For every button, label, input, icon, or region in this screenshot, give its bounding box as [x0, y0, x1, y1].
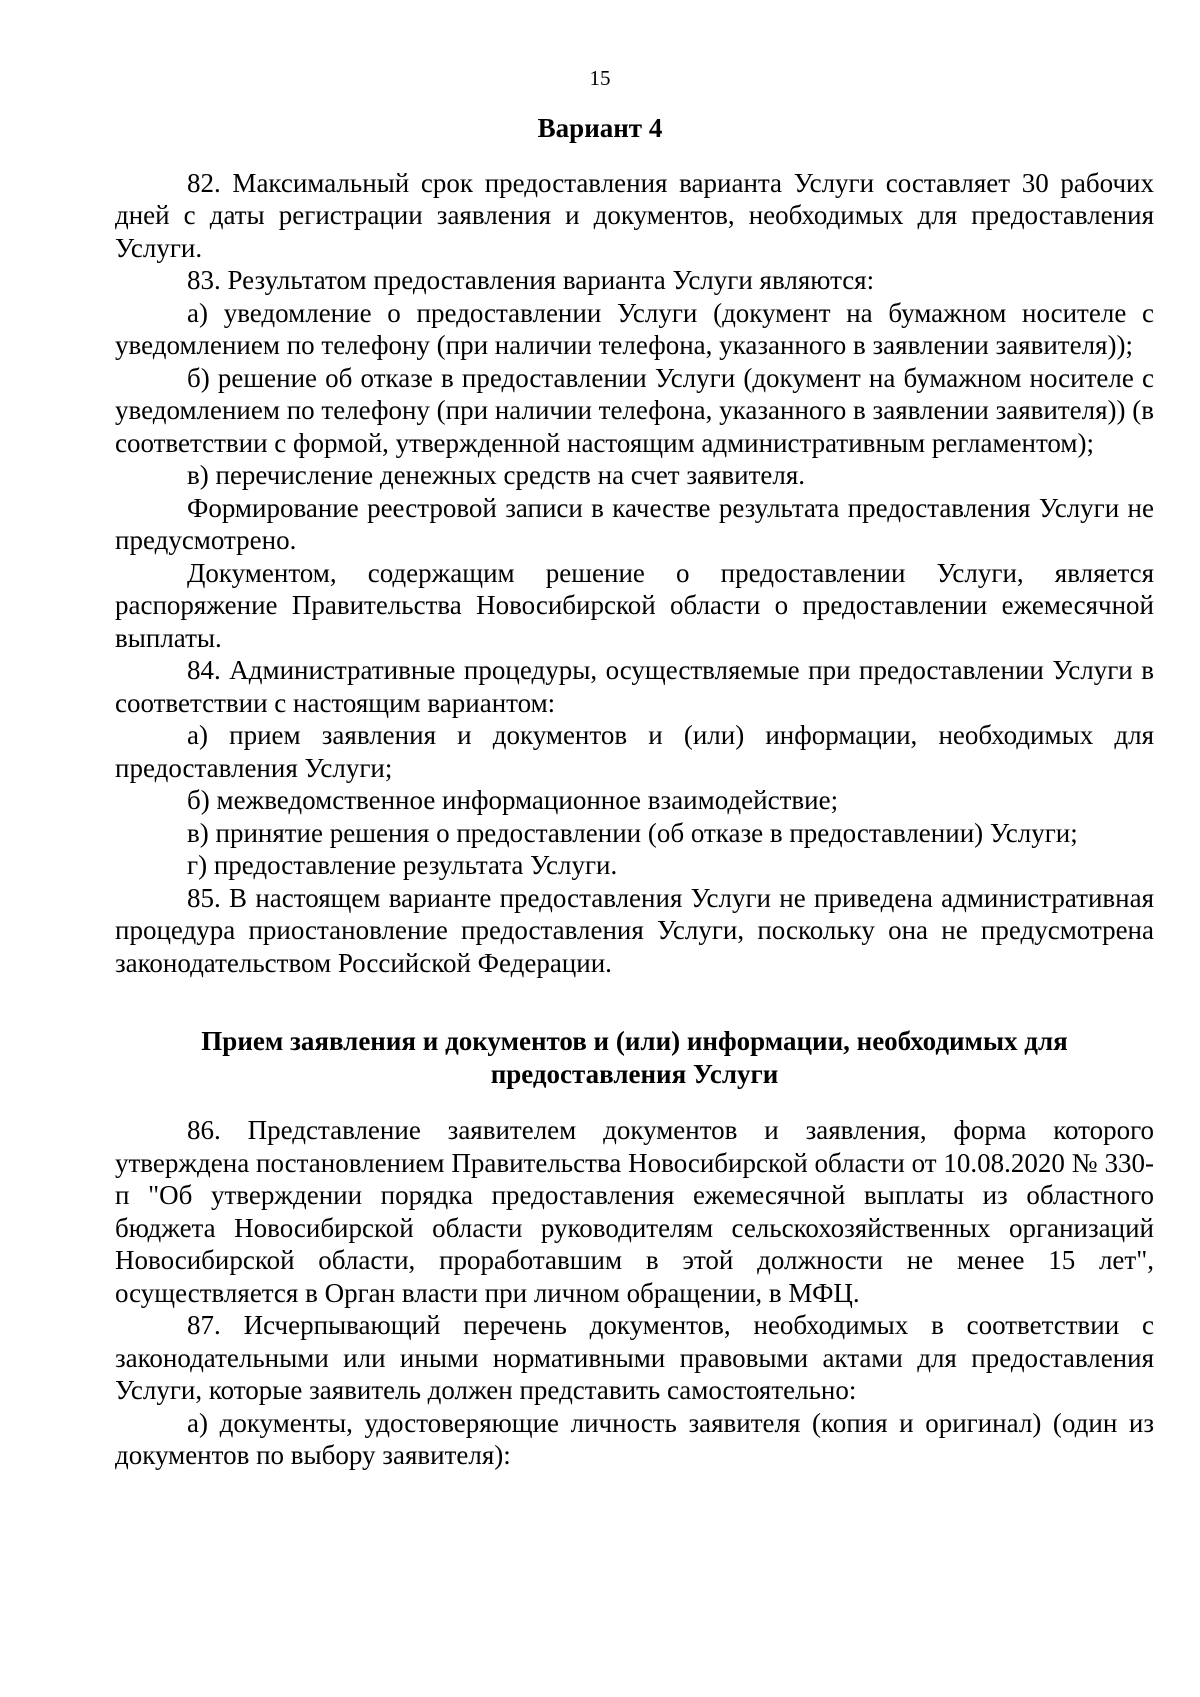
- list-item-83a: а) уведомление о предоставлении Услуги (документ на бумажном носителе с уведомлением по телефону (при наличии телефона, указанного в заявлении заявителя));: [115, 297, 1154, 360]
- list-item-84a: а) прием заявления и документов и (или) информации, необходимых для предоставления Услуги;: [115, 720, 1154, 783]
- paragraph-84: 84. Административные процедуры, осуществляемые при предоставлении Услуги в соответствии с настоящим вариантом:: [115, 655, 1154, 718]
- paragraph-decision-document: Документом, содержащим решение о предоставлении Услуги, является распоряжение Правительства Новосибирской области о предоставлении ежемесячной выплаты.: [115, 557, 1154, 653]
- paragraph-registry-record: Формирование реестровой записи в качестве результата предоставления Услуги не предусмотрено.: [115, 492, 1154, 555]
- list-item-84b: б) межведомственное информационное взаимодействие;: [187, 785, 839, 815]
- paragraph-87: 87. Исчерпывающий перечень документов, необходимых в соответствии с законодательными или иными нормативными правовыми актами для предоставления Услуги, которые заявитель должен представить самостоятельно:: [115, 1310, 1154, 1405]
- paragraph-82: 82. Максимальный срок предоставления варианта Услуги составляет 30 рабочих дней с даты регистрации заявления и документов, необходимых для предоставления Услуги.: [115, 167, 1154, 263]
- list-item-84g: г) предоставление результата Услуги.: [187, 850, 618, 880]
- list-item-83v: в) перечисление денежных средств на счет заявителя.: [187, 460, 806, 490]
- paragraph-83: 83. Результатом предоставления варианта Услуги являются:: [187, 265, 875, 295]
- page-number: 15: [589, 66, 611, 90]
- variant-title: Вариант 4: [537, 113, 663, 143]
- paragraph-85: 85. В настоящем варианте предоставления Услуги не приведена административная процедура приостановление предоставления Услуги, поскольку она не предусмотрена законодательством Российской Федерации.: [115, 882, 1154, 978]
- document-body: [115, 167, 1154, 1472]
- list-item-83b: б) решение об отказе в предоставлении Услуги (документ на бумажном носителе с уведомлением по телефону (при наличии телефона, указанного в заявлении заявителя)) (в соответствии с формой, утвержденной настоящим административным регламентом);: [115, 362, 1154, 458]
- list-item-84v: в) принятие решения о предоставлении (об отказе в предоставлении) Услуги;: [187, 817, 1078, 848]
- list-item-87a: а) документы, удостоверяющие личность заявителя (копия и оригинал) (один из документов по выбору заявителя):: [115, 1407, 1154, 1470]
- section-heading: Прием заявления и документов и (или) информации, необходимых для предоставления Услуги: [201, 1026, 1068, 1089]
- paragraph-86: 86. Представление заявителем документов и заявления, форма которого утверждена постановлением Правительства Новосибирской области от 10.08.2020 № 330-п "Об утверждении порядка предоставления ежемесячной выплаты из областного бюджета Новосибирской области руководителям сельскохозяйственных организаций Новосибирской области, проработавшим в этой должности не менее 15 лет", осуществляется в Орган власти при личном обращении, в МФЦ.: [115, 1115, 1154, 1308]
